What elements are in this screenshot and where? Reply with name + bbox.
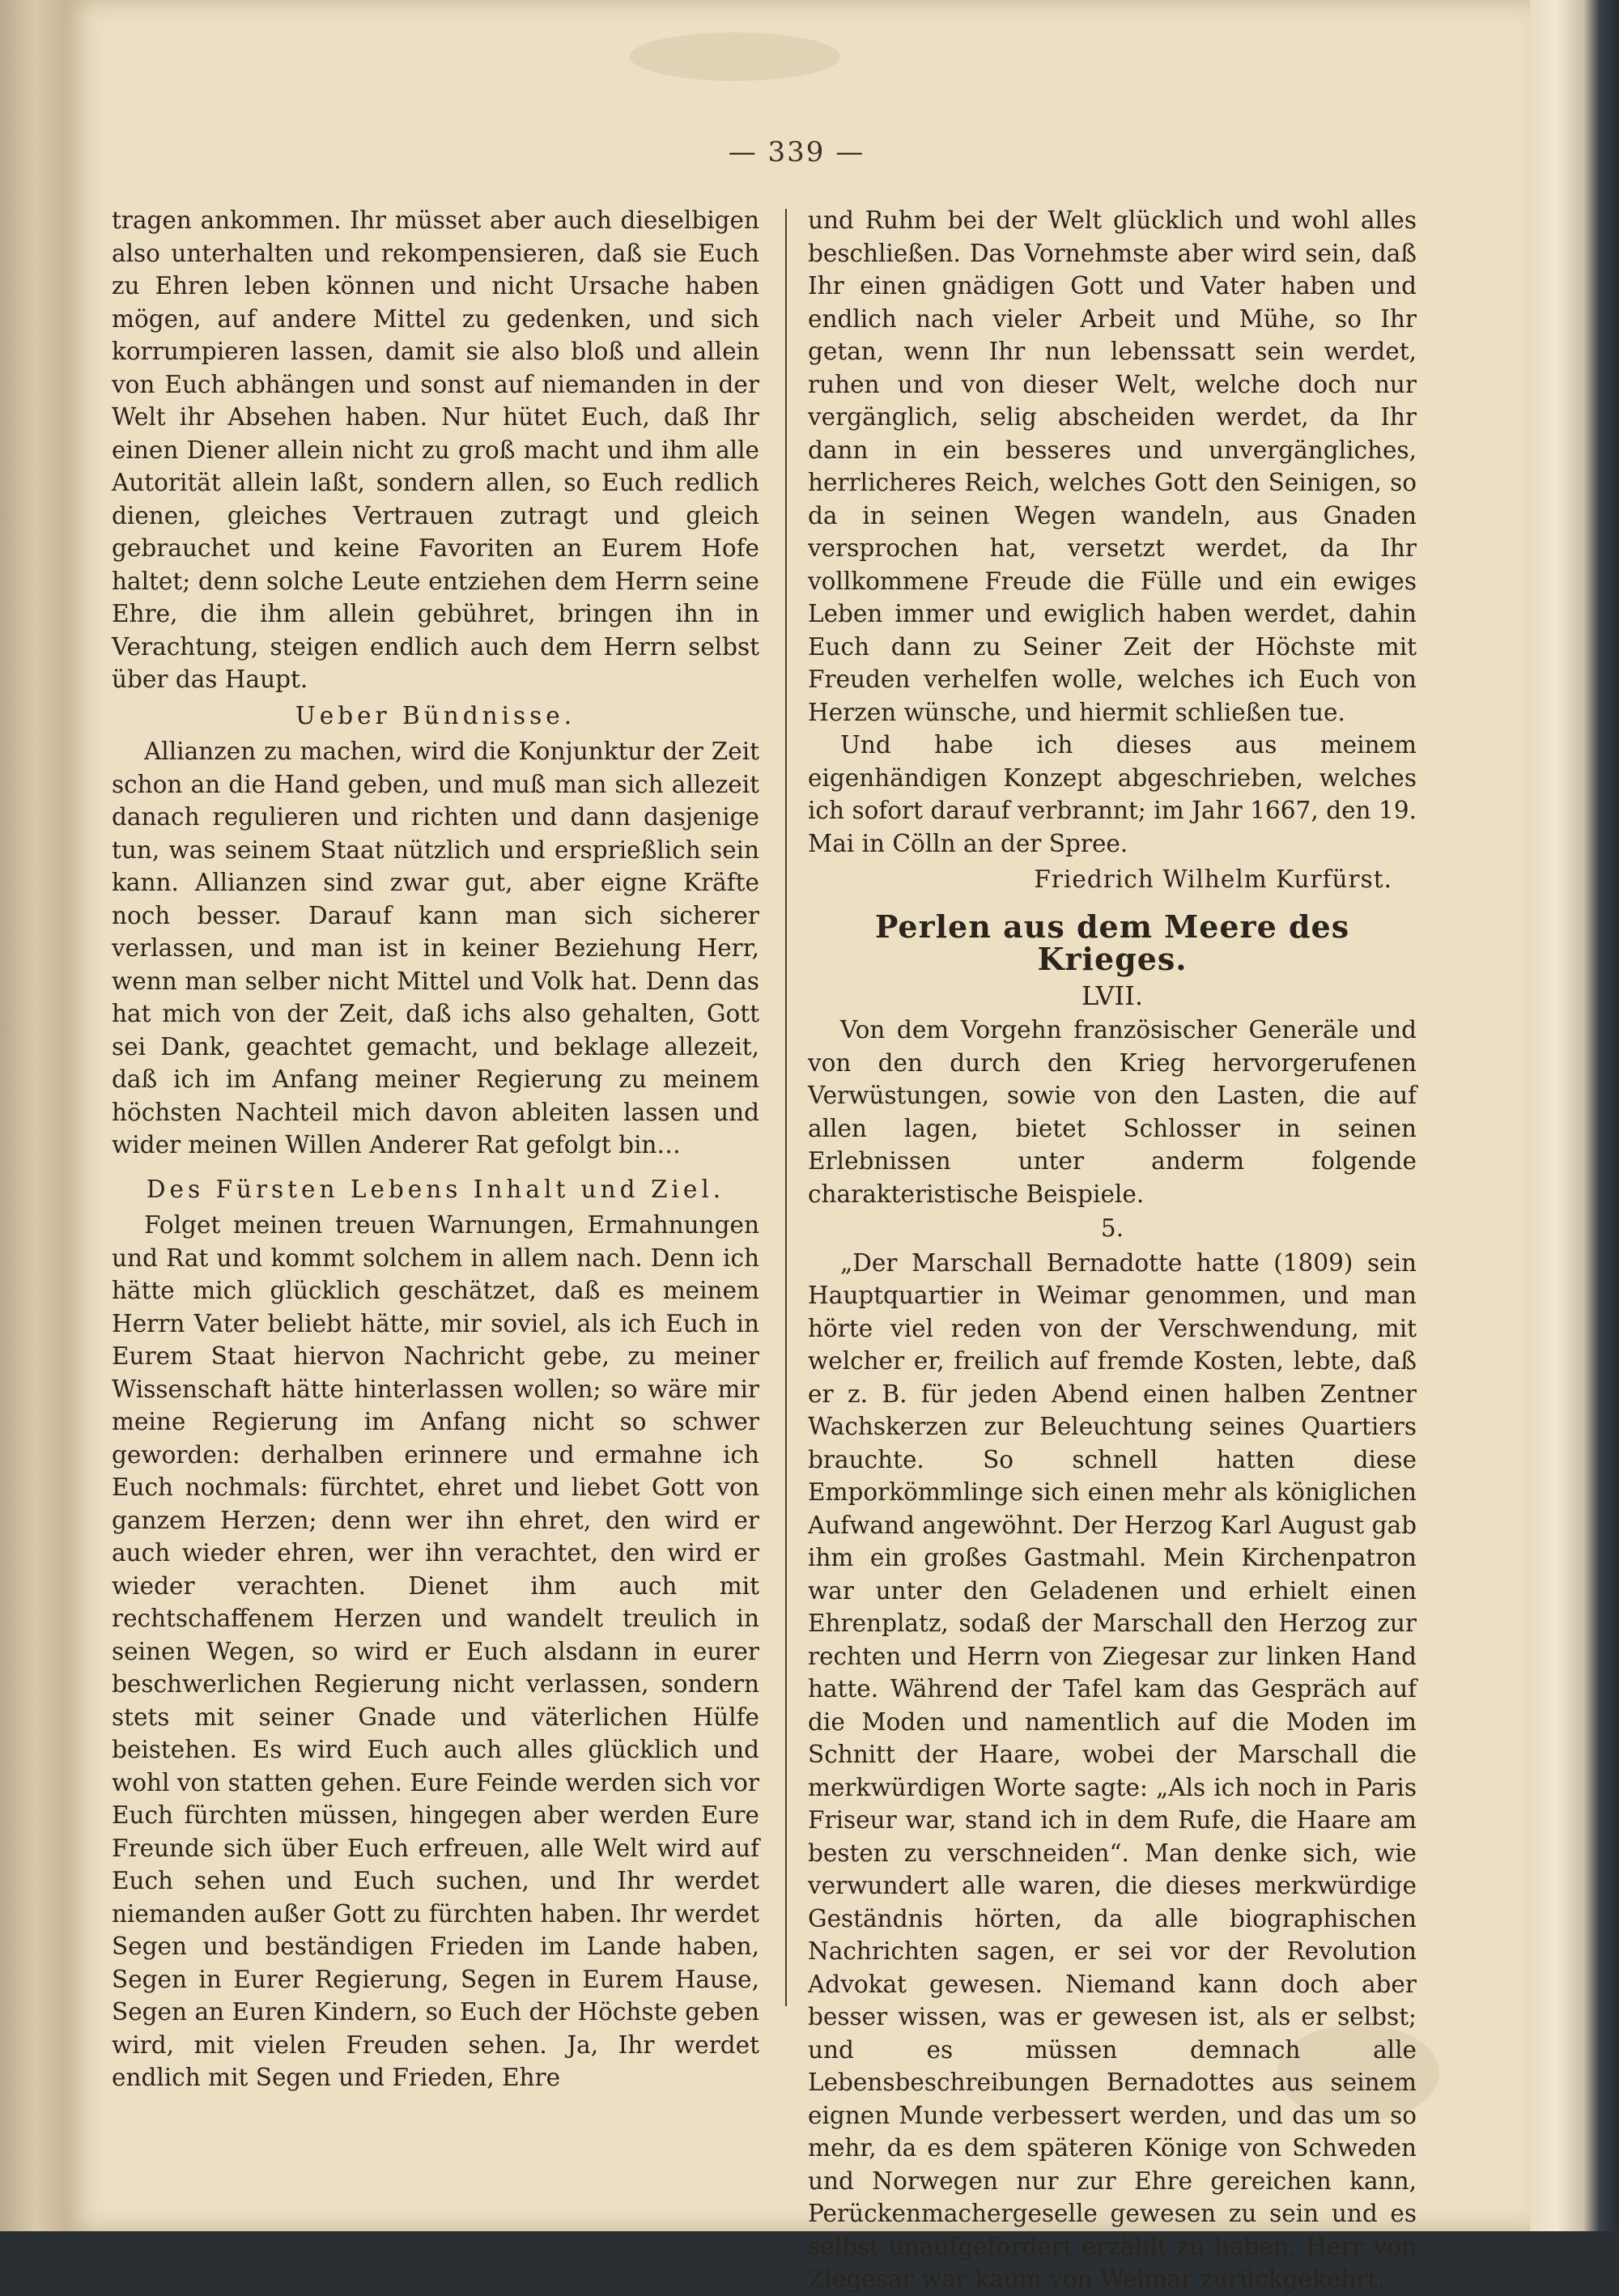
paragraph: Allianzen zu machen, wird die Konjunktur der Zeit schon an die Hand geben, und muß man sich allezeit danach regulieren und richten und dann dasjenige tun, was seinem Staat nützlich und ersprießlich sein kann. Allianzen sind zwar gut, aber eigne Kräfte noch besser. Darauf kann man sich sicherer verlassen, und man ist in keiner Beziehung Herr, wenn man selber nicht Mittel und Volk hat. Denn das hat mich von der Zeit, daß ichs also gehalten, Gott sei Dank, geachtet gemacht, und beklage allezeit, daß ich im Anfang meiner Regierung zu meinem höchsten Nachteil mich davon ableiten lassen und wider meinen Willen Anderer Rat gefolgt bin…	[112, 738, 759, 1159]
section-heading: Ueber Bündnisse.	[295, 701, 576, 729]
section-heading: Des Fürsten Lebens Inhalt und Ziel.	[146, 1175, 725, 1203]
paragraph: und Ruhm bei der Welt glücklich und wohl alles beschließen. Das Vornehmste aber wird sein, daß Ihr einen gnädigen Gott und Vater haben und endlich nach vieler Arbeit und Mühe, so Ihr getan, wenn Ihr nun lebenssatt sein werdet, ruhen und von dieser Welt, welche doch nur vergänglich, selig abscheiden werdet, da Ihr dann in ein besseres und unvergängliches, herrlicheres Reich, welches Gott den Seinigen, so da in seinen Wegen wandeln, aus Gnaden versprochen hat, versetzt werdet, da Ihr vollkommene Freude die Fülle und ein ewiges Leben immer und ewiglich haben werdet, dahin Euch dann zu Seiner Zeit der Höchste mit Freuden verhelfen wolle, welches ich Euch von Herzen wünsche, und hiermit schließen tue.	[808, 206, 1417, 726]
article-title: Perlen aus dem Meere des Krieges.	[874, 908, 1350, 977]
left-column	[112, 204, 759, 2094]
column-divider	[785, 209, 787, 2006]
paper-stain	[630, 32, 840, 81]
page-stack-edge	[1530, 0, 1619, 2231]
article-number: LVII.	[1081, 980, 1143, 1011]
page-number: — 339 —	[728, 136, 865, 168]
paragraph: tragen ankommen. Ihr müsset aber auch dieselbigen also unterhalten und rekompensieren, daß sie Euch zu Ehren leben können und nicht Ursache haben mögen, auf andere Mittel zu gedenken, und sich korrumpieren lassen, damit sie also bloß und allein von Euch abhängen und sonst auf niemanden in der Welt ihr Absehen haben. Nur hütet Euch, daß Ihr einen Diener allein nicht zu groß macht und ihm alle Autorität allein laßt, sondern allen, so Euch redlich dienen, gleiches Vertrauen zutragt und gleich gebrauchet und keine Favoriten an Eurem Hofe haltet; denn solche Leute entziehen dem Herrn seine Ehre, die ihm allein gebühret, bringen ihn in Verachtung, steigen endlich auch dem Herrn selbst über das Haupt.	[112, 206, 759, 693]
paragraph: „Der Marschall Bernadotte hatte (1809) sein Hauptquartier in Weimar genommen, und man hörte viel reden von der Verschwendung, mit welcher er, freilich auf fremde Kosten, lebte, daß er z. B. für jeden Abend einen halben Zentner Wachskerzen zur Beleuchtung seines Quartiers brauchte. So schnell hatten diese Emporkömmlinge sich einen mehr als königlichen Aufwand angewöhnt. Der Herzog Karl August gab ihm ein großes Gastmahl. Mein Kirchenpatron war unter den Geladenen und erhielt einen Ehrenplatz, sodaß der Marschall den Herzog zur rechten und Herrn von Ziegesar zur linken Hand hatte. Während der Tafel kam das Gespräch auf die Moden und namentlich auf die Moden im Schnitt der Haare, wobei der Marschall die merkwürdigen Worte sagte: „Als ich noch in Paris Friseur war, stand ich in dem Rufe, die Haare am besten zu verschneiden“. Man denke sich, wie verwundert alle waren, die dieses merkwürdige Geständnis hörten, da alle biographischen Nachrichten sagen, er sei vor der Revolution Advokat gewesen. Niemand kann doch aber besser wissen, was er gewesen ist, als er selbst; und es müssen demnach alle Lebensbeschreibungen Bernadottes aus seinem eignen Munde verbessert werden, und das um so mehr, da es dem späteren Könige von Schweden und Norwegen nur zur Ehre gereichen kann, Perückenmachergeselle gewesen zu sein und es selbst unaufgefordert erzählt zu haben. Herr von Ziegesar war kaum von Weimar zurückgekehrt,	[808, 1248, 1417, 2293]
book-gutter	[0, 0, 63, 2231]
paragraph: Und habe ich dieses aus meinem eigenhändigen Konzept abgeschrieben, welches ich sofort darauf verbrannt; im Jahr 1667, den 19. Mai in Cölln an der Spree.	[808, 731, 1417, 857]
book-page	[63, 0, 1530, 2293]
right-column	[808, 204, 1417, 2296]
example-number: 5.	[1100, 1214, 1124, 1242]
paragraph: Folget meinen treuen Warnungen, Ermahnungen und Rat und kommt solchem in allem nach. Denn ich hätte mich glücklich geschätzet, daß es meinem Herrn Vater beliebt hätte, mir soviel, als ich Euch in Eurem Staat hiervon Nachricht gebe, zu meiner Wissenschaft hätte hinterlassen wollen; so wäre mir meine Regierung im Anfang nicht so schwer geworden: derhalben erinnere und ermahne ich Euch nochmals: fürchtet, ehret und liebet Gott von ganzem Herzen; denn wer ihn ehret, den wird er auch wieder ehren, wer ihn verachtet, den wird er wieder verachten. Dienet ihm auch mit rechtschaffenem Herzen und wandelt treulich in seinen Wegen, so wird er Euch alsdann in eurer beschwerlichen Regierung nicht verlassen, sondern stets mit seiner Gnade und väterlichen Hülfe beistehen. Es wird Euch auch alles glücklich und wohl von statten gehen. Eure Feinde werden sich vor Euch fürchten müssen, hingegen aber werden Eure Freunde sich über Euch erfreuen, alle Welt wird auf Euch sehen und Euch suchen, und Ihr werdet niemanden außer Gott zu fürchten haben. Ihr werdet Segen und beständigen Frieden im Lande haben, Segen in Eurer Regierung, Segen in Eurem Hause, Segen an Euren Kindern, so Euch der Höchste geben wird, mit vielen Freuden sehen. Ja, Ihr werdet endlich mit Segen und Frieden, Ehre	[112, 1211, 759, 2091]
signature: Friedrich Wilhelm Kurfürst.	[1034, 865, 1392, 893]
paragraph: Von dem Vorgehn französischer Generäle und von den durch den Krieg hervorgerufenen Verwüstungen, sowie von den Lasten, die auf allen lagen, bietet Schlosser in seinen Erlebnissen unter anderm folgende charakteristische Beispiele.	[808, 1016, 1417, 1208]
